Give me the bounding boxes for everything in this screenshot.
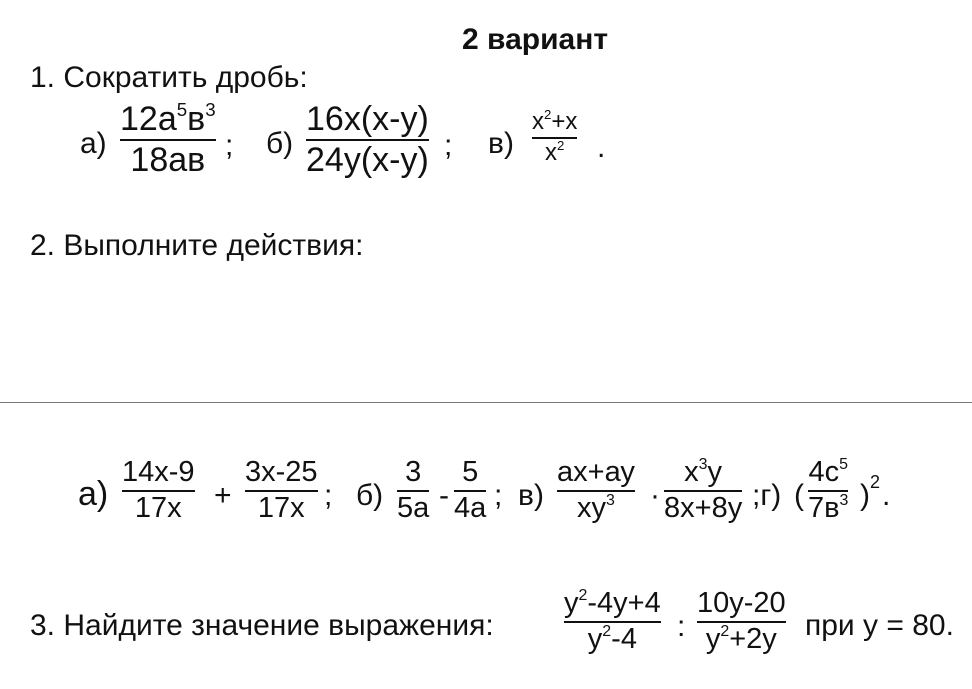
numerator: 3х-25: [245, 456, 318, 488]
task2-b-operator: -: [439, 479, 449, 512]
task2-d-power: 2: [870, 472, 881, 492]
task1-c-label: в): [488, 127, 514, 160]
variant-title: 2 вариант: [462, 23, 609, 56]
numerator: $х^3у$: [684, 456, 723, 488]
task2-b-fraction-1: [397, 458, 429, 523]
task2-a-separator: ;: [324, 479, 333, 512]
task1-title: 1. Сократить дробь:: [30, 61, 308, 94]
task2-a-fraction-1: [122, 458, 195, 523]
task3-title: 3. Найдите значение выражения:: [30, 609, 494, 642]
task2-c-operator: ·: [650, 479, 660, 512]
task2-b-separator: ;: [494, 479, 503, 512]
task2-d-open-paren: (: [794, 479, 804, 512]
task1-a-denominator: 18ав: [130, 141, 206, 179]
task3-condition: при у = 80.: [805, 609, 954, 642]
task2-b-fraction-2: [454, 458, 486, 523]
task1-b-separator: ;: [444, 129, 453, 162]
divider-line: [0, 402, 972, 403]
denominator: 5а: [397, 492, 430, 524]
task1-c-separator: .: [597, 131, 606, 164]
task2-d-separator: .: [882, 479, 891, 512]
task1-c-denominator: $х^2$: [545, 138, 565, 166]
task2-b-label: б): [356, 479, 384, 512]
numerator: ах+ау: [557, 456, 635, 488]
task1-b-fraction: [306, 102, 429, 177]
task2-c-fraction-2: [664, 458, 742, 523]
task2-c-label: в): [518, 479, 544, 512]
numerator: 5: [462, 456, 479, 488]
numerator: 14х-9: [122, 456, 195, 488]
task2-a-label: а): [78, 475, 109, 513]
task3-fraction-1: [564, 589, 661, 654]
denominator: 8х+8у: [664, 492, 743, 524]
task1-b-label: б): [266, 127, 294, 160]
denominator: $ху^3$: [577, 492, 615, 524]
task1-a-separator: ;: [225, 129, 234, 162]
task1-a-label: а): [80, 127, 107, 160]
numerator: $у^2-4у+4$: [564, 587, 661, 619]
denominator: 17х: [257, 492, 305, 524]
task2-c-fraction-1: [557, 458, 635, 523]
task2-a-operator: +: [214, 479, 232, 512]
task2-title: 2. Выполните действия:: [30, 229, 364, 262]
task1-b-numerator: 16х(х-у): [306, 100, 429, 138]
task3-operator: :: [677, 610, 686, 643]
numerator: 10у-20: [697, 587, 786, 619]
task2-d-close-paren: ): [860, 479, 870, 512]
task2-a-fraction-2: [245, 458, 318, 523]
task1-a-numerator: $12а^5в^3$: [120, 98, 216, 138]
numerator: $4с^5$: [808, 456, 848, 488]
numerator: 3: [405, 456, 422, 488]
task1-a-fraction: [120, 98, 216, 179]
task2-d-fraction: [808, 458, 848, 523]
denominator: $у^2+2у$: [705, 623, 777, 655]
denominator: 17х: [134, 492, 182, 524]
denominator: 4а: [454, 492, 487, 524]
denominator: $у^2-4$: [587, 623, 637, 655]
denominator: $7в^3$: [808, 492, 849, 524]
task1-b-denominator: 24у(х-у): [306, 141, 429, 179]
task3-fraction-2: [697, 589, 786, 654]
task1-c-fraction: [532, 107, 578, 166]
task2-c-separator: ;г): [752, 479, 782, 512]
task1-c-numerator: $х^2+х$: [532, 107, 578, 135]
